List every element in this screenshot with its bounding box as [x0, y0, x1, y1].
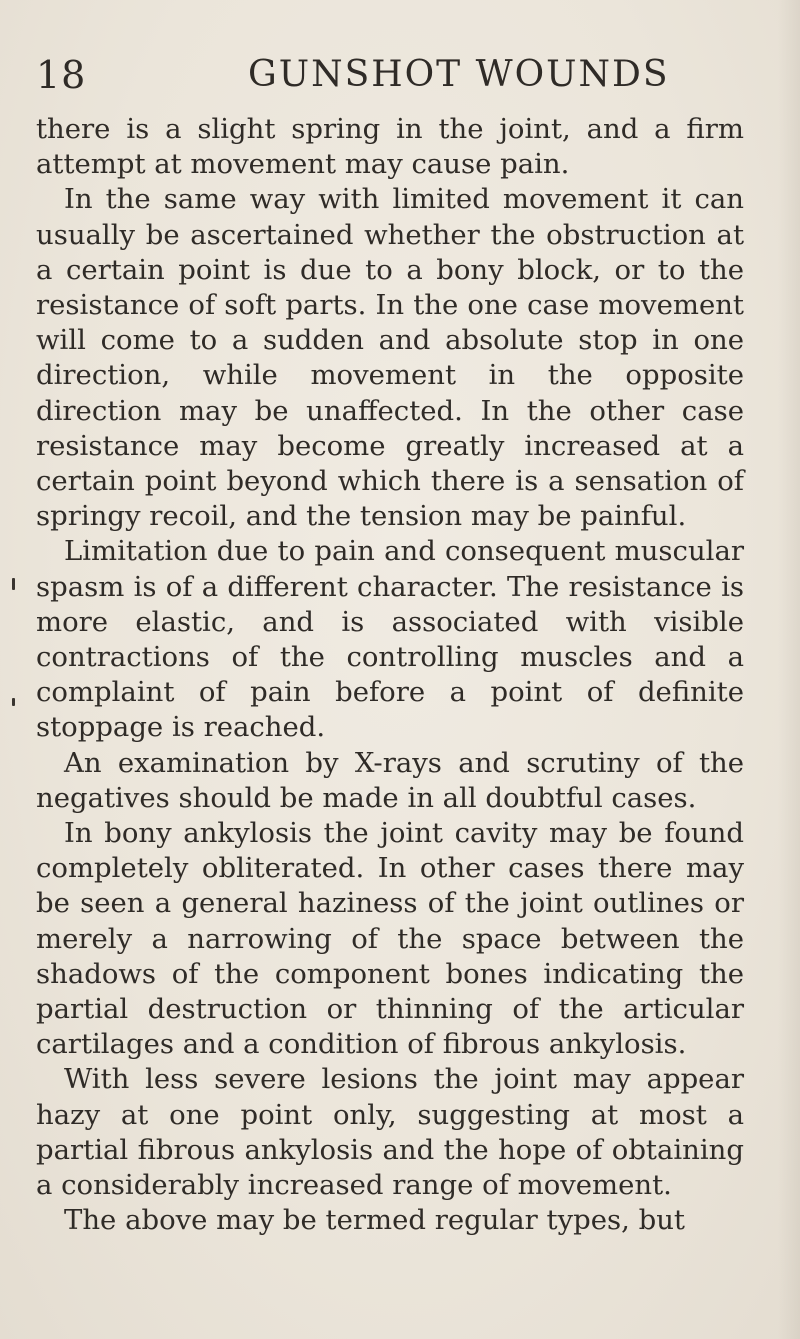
paragraph: The above may be termed regular types, but: [64, 1204, 685, 1237]
paragraph: In the same way with limited movement it can usually be ascertained whether the obstruction at a certain point is due to a bony block, or to the resistance of soft parts. In the one case movement will come to a sudden and absolute stop in one direction, while movement in the opposite direction may be unaffected. In the other case resistance may become greatly increased at a certain point beyond which there is a sensation of springy recoil, and the tension may be painful.: [36, 183, 744, 533]
margin-speck: [12, 578, 15, 590]
paragraph: An examination by X-rays and scrutiny of the negatives should be made in all doubtful cases.: [36, 746, 744, 814]
page-header: [0, 50, 800, 100]
paragraph: In bony ankylosis the joint cavity may be found completely obliterated. In other cases there may be seen a general haziness of the joint outlines or merely a narrowing of the space between the shadows of the component bones indicating the partial destruction or thinning of the articular cartilages and a condition of fibrous ankylosis.: [36, 817, 744, 1061]
page-number: 18: [36, 53, 87, 97]
running-head: GUNSHOT WOUNDS: [248, 54, 670, 95]
paragraph: Limitation due to pain and consequent muscular spasm is of a different character. The resistance is more elastic, and is associated with visible contractions of the controlling muscles and a complaint of pain before a point of definite stoppage is reached.: [36, 535, 744, 744]
margin-speck: [12, 698, 15, 706]
page-edge-shadow: [778, 0, 800, 1339]
body-text: [36, 112, 744, 1239]
paragraph-continued: there is a slight spring in the joint, and a firm attempt at movement may cause pain.: [36, 113, 744, 181]
paragraph: With less severe lesions the joint may appear hazy at one point only, suggesting at most a partial fibrous ankylosis and the hope of obtaining a considerably increased range of movement.: [36, 1063, 744, 1202]
